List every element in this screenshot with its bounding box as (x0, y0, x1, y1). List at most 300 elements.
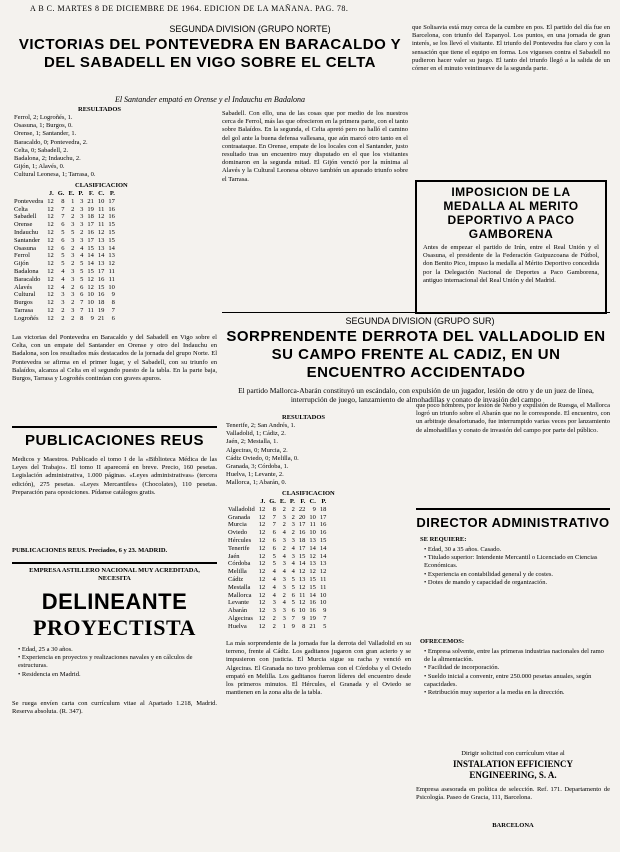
table-cell: 3 (282, 536, 286, 544)
table-cell: 15 (108, 236, 115, 244)
column-header (226, 498, 257, 506)
table-cell: 13 (108, 252, 115, 260)
table-cell: 5 (80, 275, 84, 283)
north-section-label: SEGUNDA DIVISION (GRUPO NORTE) (169, 24, 331, 34)
north-standings-row (12, 284, 117, 292)
table-cell: 3 (291, 536, 295, 544)
table-cell: 4 (282, 568, 286, 576)
ad-publicaciones-title: PUBLICACIONES REUS (24, 432, 205, 449)
team-name: Ferrol (14, 252, 30, 260)
north-body: Las victorias del Pontevedra en Baracaldo y del Sabadell en Vigo sobre el Celta, con un empate del Santander en Orense y otro del Indauchu en Badalona, son los resultados más destacados de la jornada del grupo Norte. El Pontevedra se afirma en el primer lugar, y el Sabadell, con su triunfo en Balaídos, alcanza al Celta en el segundo puesto de la tabla. En la parte baja, Burgos, Tarrasa y Logroñés continúan con graves apuros. (12, 334, 217, 383)
requirement-item: • Residencia en Madrid. (18, 671, 213, 679)
table-cell: 12 (47, 252, 54, 260)
table-cell: 11 (98, 221, 105, 229)
table-cell: 5 (291, 583, 295, 591)
table-cell: 17 (108, 197, 115, 205)
table-cell: 12 (97, 228, 105, 236)
table-cell: 3 (282, 583, 286, 591)
table-cell: 12 (258, 607, 266, 615)
table-cell: 3 (71, 252, 75, 260)
south-standings-row (226, 537, 328, 545)
column-header: F. (88, 190, 94, 197)
team-name: Valladolid (228, 505, 255, 513)
south-standings-row (226, 560, 328, 568)
table-cell: 5 (61, 260, 65, 268)
team-name: Alavés (14, 283, 33, 291)
column-header: J. (260, 498, 266, 505)
north-standings-row (12, 307, 117, 315)
ad-director-label-offers: OFRECEMOS: (420, 638, 465, 645)
table-cell: 6 (80, 291, 84, 299)
south-result: Algeciras, 0; Murcia, 2. (226, 446, 288, 454)
page-header: A B C. MARTES 8 DE DICIEMBRE DE 1964. EDICION DE LA MAÑANA. PAG. 78. (30, 4, 349, 13)
table-cell: 5 (61, 252, 65, 260)
table-cell: 12 (47, 275, 54, 283)
north-standings-row (12, 252, 117, 260)
table-cell: 12 (47, 267, 54, 275)
team-name: Huelva (228, 622, 247, 630)
table-cell: 2 (71, 244, 75, 252)
table-cell: 12 (319, 568, 327, 576)
table-cell: 12 (298, 599, 306, 607)
table-cell: 7 (291, 614, 295, 622)
table-cell: 11 (320, 575, 327, 583)
requirement-item: • Edad, 25 a 30 años. (18, 646, 213, 654)
table-cell: 9 (302, 614, 306, 622)
table-cell: 16 (319, 521, 327, 529)
team-name: Burgos (14, 299, 33, 307)
south-standings-row (226, 553, 328, 561)
table-cell: 4 (61, 275, 65, 283)
table-cell: 14 (87, 260, 94, 268)
team-name: Osasuna (14, 244, 37, 252)
table-cell: 10 (309, 529, 316, 537)
table-cell: 12 (258, 568, 266, 576)
table-cell: 3 (61, 291, 65, 299)
north-result: Osasuna, 1; Burgos, 0. (14, 122, 73, 130)
team-name: Granada (228, 513, 251, 521)
south-result: Cádiz Oviedo, 0; Melilla, 0. (226, 454, 299, 462)
table-cell: 12 (258, 552, 266, 560)
table-cell: 16 (97, 291, 105, 299)
table-cell: 3 (282, 614, 286, 622)
table-cell: 2 (80, 228, 84, 236)
medal-box-text: Antes de empezar el partido de Irún, entre el Real Unión y el Osasuna, el presidente de la Federación Guipuzcoana de Fútbol, don Benito Pico, impuso la medalla al Mérito Deportivo concedida por la Delegación Nacional de Deportes a Paco Gamborena, antiguo internacional del Real Unión y del Madrid. (423, 244, 599, 284)
table-cell: 12 (258, 505, 266, 513)
table-cell: 3 (71, 275, 75, 283)
table-cell: 13 (319, 560, 327, 568)
table-cell: 16 (309, 599, 316, 607)
team-name: Hércules (228, 536, 252, 544)
table-cell: 12 (298, 583, 306, 591)
table-cell: 12 (258, 622, 266, 630)
table-cell: 19 (309, 614, 316, 622)
table-cell: 10 (97, 197, 105, 205)
table-cell: 3 (71, 267, 75, 275)
table-cell: 15 (87, 267, 94, 275)
table-cell: 12 (258, 599, 266, 607)
north-standings-row (12, 260, 117, 268)
south-standings-row (226, 615, 328, 623)
table-cell: 2 (71, 314, 75, 322)
table-cell: 5 (291, 599, 295, 607)
table-cell: 6 (111, 314, 115, 322)
table-cell: 6 (272, 536, 276, 544)
north-class-title: CLASIFICACION (75, 182, 128, 189)
table-cell: 19 (97, 306, 105, 314)
south-headline: SORPRENDENTE DERROTA DEL VALLADOLID EN SU CAMPO FRENTE AL CADIZ, EN UN ENCUENTRO ACCIDENTADO (226, 328, 606, 381)
ad-director-offers (424, 648, 608, 697)
team-name: Tarrasa (14, 306, 34, 314)
north-standings-row (12, 315, 117, 323)
team-name: Murcia (228, 521, 247, 529)
column-header: F. (300, 498, 306, 505)
south-standings-row (226, 521, 328, 529)
north-results-title: RESULTADOS (78, 106, 121, 113)
table-cell: 3 (61, 299, 65, 307)
table-cell: 15 (298, 552, 306, 560)
table-cell: 14 (97, 252, 105, 260)
table-cell: 3 (71, 221, 75, 229)
table-cell: 16 (309, 607, 316, 615)
requirement-item: • Experiencia en contabilidad general y de costes. (424, 571, 608, 579)
divider (12, 562, 217, 564)
table-cell: 5 (291, 575, 295, 583)
team-name: Mestalla (228, 583, 251, 591)
table-cell: 2 (71, 299, 75, 307)
table-cell: 7 (272, 521, 276, 529)
table-cell: 13 (298, 575, 306, 583)
table-cell: 1 (71, 197, 75, 205)
south-standings-row (226, 576, 328, 584)
table-cell: 8 (111, 299, 115, 307)
table-cell: 3 (272, 599, 276, 607)
table-cell: 3 (80, 197, 84, 205)
north-standings-row (12, 198, 117, 206)
south-subhead: El partido Mallorca-Abarán constituyó un escándalo, con expulsión de un jugador, lesión de otro y de un juez de línea, interrupción de juego, lanzamiento de almohadillas y conato de invasión del campo (238, 386, 594, 404)
table-cell: 12 (258, 575, 266, 583)
table-cell: 7 (61, 213, 65, 221)
table-cell: 2 (291, 529, 295, 537)
column-header: P. (109, 190, 115, 197)
table-cell: 16 (108, 205, 115, 213)
table-cell: 12 (87, 275, 94, 283)
team-name: Celta (14, 205, 28, 213)
table-cell: 16 (319, 529, 327, 537)
table-cell: 10 (309, 513, 316, 521)
table-cell: 3 (282, 575, 286, 583)
table-cell: 17 (319, 513, 327, 521)
team-name: Orense (14, 221, 33, 229)
medal-box (415, 180, 607, 314)
column-header: P. (321, 498, 327, 505)
table-cell: 10 (87, 299, 94, 307)
table-cell: 12 (258, 521, 266, 529)
table-cell: 6 (272, 529, 276, 537)
south-section-label: SEGUNDA DIVISION (GRUPO SUR) (345, 316, 495, 326)
ad-director-company: INSTALATION EFFICIENCY (453, 759, 573, 769)
table-cell: 17 (298, 544, 306, 552)
table-cell: 11 (108, 267, 115, 275)
table-cell: 11 (309, 521, 316, 529)
table-cell: 7 (111, 306, 115, 314)
table-cell: 3 (71, 291, 75, 299)
team-name: Baracaldo (14, 275, 41, 283)
table-cell: 12 (47, 291, 54, 299)
table-cell: 12 (47, 283, 54, 291)
north-result: Baracaldo, 0; Pontevedra, 2. (14, 138, 88, 146)
table-cell: 18 (298, 536, 306, 544)
south-standings-row (226, 514, 328, 522)
table-cell: 4 (61, 267, 65, 275)
table-cell: 12 (87, 283, 94, 291)
table-cell: 12 (97, 213, 105, 221)
table-cell: 5 (71, 228, 75, 236)
table-cell: 12 (47, 197, 54, 205)
ad-delineante-requirements (18, 646, 213, 679)
table-cell: 12 (47, 205, 54, 213)
table-cell: 12 (258, 529, 266, 537)
table-cell: 12 (47, 213, 54, 221)
table-cell: 14 (309, 544, 316, 552)
team-name: Levante (228, 599, 249, 607)
north-standings-row (12, 291, 117, 299)
ad-delineante-footer: Se ruega envíen carta con currículum vitae al Apartado 1.218, Madrid. Reserva absoluta. (R. 347). (12, 700, 217, 716)
table-cell: 6 (291, 607, 295, 615)
table-cell: 3 (71, 306, 75, 314)
table-cell: 5 (80, 260, 84, 268)
table-cell: 8 (272, 505, 276, 513)
table-cell: 12 (258, 591, 266, 599)
table-cell: 12 (258, 583, 266, 591)
north-standings-row (12, 229, 117, 237)
table-cell: 16 (108, 213, 115, 221)
table-cell: 2 (71, 260, 75, 268)
table-cell: 6 (61, 244, 65, 252)
column-header: E. (279, 498, 286, 505)
south-standings-row (226, 568, 328, 576)
column-header: E. (68, 190, 75, 197)
table-cell: 12 (258, 513, 266, 521)
table-cell: 4 (80, 252, 84, 260)
table-cell: 17 (298, 521, 306, 529)
table-cell: 14 (309, 591, 316, 599)
column-header: C. (98, 190, 105, 197)
table-cell: 2 (71, 205, 75, 213)
table-cell: 20 (298, 513, 306, 521)
north-standings-table (12, 190, 117, 323)
table-cell: 1 (282, 622, 286, 630)
table-cell: 13 (309, 536, 316, 544)
north-standings-row (12, 268, 117, 276)
north-result: Orense, 1; Santander, 1. (14, 130, 77, 138)
table-cell: 9 (90, 314, 94, 322)
table-cell: 9 (291, 622, 295, 630)
north-result: Celta, 0; Sabadell, 2. (14, 146, 69, 154)
north-standings (12, 190, 217, 323)
table-cell: 12 (309, 568, 316, 576)
north-subhead: El Santander empató en Orense y el Indauchu en Badalona (114, 95, 306, 104)
table-cell: 2 (272, 622, 276, 630)
table-cell: 2 (282, 521, 286, 529)
requirement-item: • Titulado superior: Intendente Mercantil o Licenciado en Ciencias Económicas. (424, 554, 608, 570)
table-cell: 10 (298, 607, 306, 615)
table-cell: 3 (71, 236, 75, 244)
north-standings-row (12, 206, 117, 214)
table-cell: 17 (97, 267, 105, 275)
table-cell: 9 (312, 505, 316, 513)
table-cell: 2 (291, 505, 295, 513)
table-cell: 3 (80, 205, 84, 213)
north-standings-header-row (12, 190, 117, 198)
table-cell: 12 (47, 314, 54, 322)
ad-delineante-title: DELINEANTE (41, 589, 188, 614)
table-cell: 12 (47, 236, 54, 244)
table-cell: 12 (108, 260, 115, 268)
south-result: Granada, 3; Córdoba, 1. (226, 463, 289, 471)
table-cell: 13 (97, 260, 105, 268)
ad-director-footer: Empresa asesorada en política de selección. Ref. 171. Departamento de Psicología. Paseo de Gracia, 111, Barcelona. (416, 786, 610, 802)
table-cell: 10 (108, 283, 115, 291)
table-cell: 6 (291, 591, 295, 599)
table-cell: 12 (47, 299, 54, 307)
team-name: Cultural (14, 291, 36, 299)
table-cell: 18 (319, 505, 327, 513)
table-cell: 2 (282, 591, 286, 599)
column-header: P. (289, 498, 295, 505)
table-cell: 4 (272, 583, 276, 591)
team-name: Abarán (228, 607, 248, 615)
table-cell: 5 (272, 552, 276, 560)
north-results-list (14, 114, 214, 180)
south-standings-row (226, 599, 328, 607)
table-cell: 14 (87, 252, 94, 260)
table-cell: 16 (87, 228, 94, 236)
table-cell: 12 (258, 560, 266, 568)
north-standings-row (12, 245, 117, 253)
table-cell: 5 (272, 560, 276, 568)
team-name: Logroñés (14, 314, 39, 322)
south-standings-row (226, 545, 328, 553)
table-cell: 21 (87, 197, 94, 205)
table-cell: 21 (97, 314, 105, 322)
table-cell: 9 (111, 291, 115, 299)
table-cell: 8 (61, 197, 65, 205)
table-cell: 12 (258, 536, 266, 544)
table-cell: 6 (272, 544, 276, 552)
team-name: Cádiz (228, 575, 244, 583)
table-cell: 16 (298, 529, 306, 537)
table-cell: 3 (80, 236, 84, 244)
table-cell: 12 (47, 221, 54, 229)
table-cell: 4 (282, 552, 286, 560)
table-cell: 3 (272, 607, 276, 615)
table-cell: 6 (61, 221, 65, 229)
table-cell: 6 (61, 236, 65, 244)
north-result: Badalona, 2; Indauchu, 2. (14, 155, 81, 163)
table-cell: 11 (108, 275, 115, 283)
table-cell: 3 (80, 213, 84, 221)
table-cell: 13 (309, 560, 316, 568)
table-cell: 11 (320, 583, 327, 591)
table-cell: 12 (258, 544, 266, 552)
right-column-text: que Solisavia está muy cerca de la cumbre en pos. El partido del día fue en Barcelona, con triunfo del Espanyol. Los puntos, en una jornada de gran interés, se los llevó el visitante. El triunfo del Pontevedra fue claro y con la sensación que tiene el equipo en forma. Los vigueses contra el Sabadell no pudieron hacer valer su juego. El tanto del triunfo llegó a la salida de un córner en el minuto veintinueve de la segunda parte. (412, 24, 610, 73)
table-cell: 2 (272, 614, 276, 622)
table-cell: 2 (282, 505, 286, 513)
south-standings-row (226, 607, 328, 615)
south-standings-row (226, 623, 328, 631)
south-standings-row (226, 529, 328, 537)
table-cell: 7 (61, 205, 65, 213)
south-standings-row (226, 592, 328, 600)
table-cell: 4 (282, 599, 286, 607)
table-cell: 2 (291, 513, 295, 521)
ad-director-instruction: Dirigir solicitud con currículum vitae al (461, 750, 565, 757)
south-result: Jaén, 2; Mestalla, 1. (226, 438, 278, 446)
table-cell: 15 (309, 575, 316, 583)
team-name: Córdoba (228, 560, 251, 568)
table-cell: 15 (309, 583, 316, 591)
table-cell: 22 (298, 505, 306, 513)
south-result: Valladolid, 1; Cádiz, 2. (226, 430, 286, 438)
table-cell: 15 (319, 536, 327, 544)
table-cell: 3 (282, 513, 286, 521)
table-cell: 2 (71, 283, 75, 291)
north-result: Cultural Leonesa, 1; Tarrasa, 0. (14, 171, 96, 179)
requirement-item: • Edad, 30 a 35 años. Casado. (424, 546, 608, 554)
table-cell: 16 (97, 275, 105, 283)
table-cell: 14 (298, 560, 306, 568)
ad-director-requirements (424, 546, 608, 587)
team-name: Melilla (228, 568, 247, 576)
ad-publicaciones-footer: PUBLICACIONES REUS. Preciados, 6 y 23. MADRID. (12, 547, 168, 554)
north-headline: VICTORIAS DEL PONTEVEDRA EN BARACALDO Y DEL SABADELL EN VIGO SOBRE EL CELTA (18, 36, 402, 71)
table-cell: 9 (323, 607, 327, 615)
table-cell: 7 (323, 614, 327, 622)
table-cell: 12 (47, 260, 54, 268)
team-name: Mallorca (228, 591, 252, 599)
table-cell: 2 (71, 213, 75, 221)
north-result: Ferrol, 2; Logroñés, 1. (14, 114, 73, 121)
south-standings-row (226, 506, 328, 514)
table-cell: 12 (47, 228, 54, 236)
ad-publicaciones-text: Medicos y Maestros. Publicado el tomo I de la «Biblioteca Médica de las Leyes del Trabajo». El tomo II aparecerá en breve. Precio, 160 pesetas. Legislación administrativa, 1.000 páginas. «Leyes administrativas» (tercera edición), 275 pesetas. «Leyes Mercantiles» (Chocolates), 110 pesetas. Preparación para oposiciones. Pídanse catálogos gratis. (12, 456, 217, 496)
table-cell: 14 (108, 244, 115, 252)
table-cell: 8 (80, 314, 84, 322)
team-name: Badalona (14, 267, 39, 275)
table-cell: 15 (97, 283, 105, 291)
south-standings-table (226, 498, 328, 631)
table-cell: 15 (108, 228, 115, 236)
team-name: Tenerife (228, 544, 250, 552)
table-cell: 13 (97, 236, 105, 244)
table-cell: 3 (80, 221, 84, 229)
table-cell: 15 (108, 221, 115, 229)
table-cell: 18 (97, 299, 105, 307)
team-name: Algeciras (228, 614, 253, 622)
table-cell: 19 (87, 205, 94, 213)
south-result: Huelva, 1; Levante, 2. (226, 471, 284, 479)
table-cell: 7 (80, 299, 84, 307)
table-cell: 5 (61, 228, 65, 236)
table-cell: 5 (80, 267, 84, 275)
table-cell: 10 (319, 591, 327, 599)
table-cell: 4 (291, 568, 295, 576)
table-cell: 3 (291, 521, 295, 529)
ad-director-label-requires: SE REQUIERE: (420, 536, 467, 543)
medal-box-title: IMPOSICION DE LA MEDALLA AL MERITO DEPORTIVO A PACO GAMBORENA (443, 185, 579, 241)
offer-item: • Sueldo inicial a convenir, entre 250.000 pesetas anuales, según capacidades. (424, 673, 608, 689)
